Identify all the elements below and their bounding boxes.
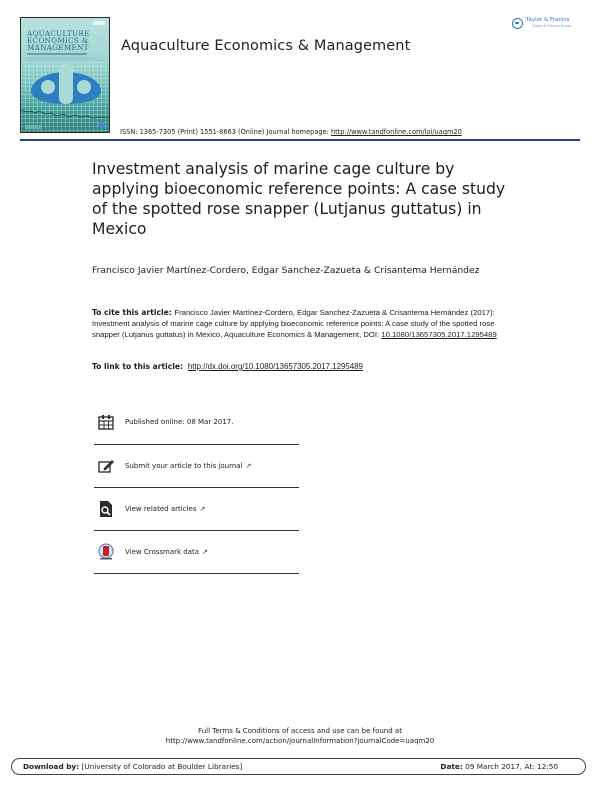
article-title: Investment analysis of marine cage culture by applying bioeconomic reference points: A case study of the spotted rose snapper (Lutjanus guttatus) in Mexico [92,160,506,238]
article-url-link[interactable]: http://dx.doi.org/10.1080/13657305.2017.1295489 [187,362,363,371]
submit-article-link[interactable] [94,445,299,488]
download-info-bar [11,758,586,775]
cover-title-line: ECONOMICS & [27,36,89,45]
submit-article-text: Submit your article to this journal [125,462,243,470]
cover-fish-gill [77,80,91,94]
cover-title-line: MANAGEMENT [27,43,89,52]
related-articles-text: View related articles [125,505,197,513]
issn-line [120,128,462,136]
cover-badge-dot [98,122,105,129]
cover-wave-line [21,108,109,120]
external-link-icon: ↗ [245,462,252,470]
crossmark-link[interactable] [94,531,299,574]
article-meta-list [94,400,299,574]
link-label: To link to this article: [92,362,186,371]
download-label: Download by: [23,762,80,771]
cite-label: To cite this article: [92,308,175,317]
terms-line: Full Terms & Conditions of access and use can be found at [198,727,402,735]
cover-subtitle-bar [27,57,95,60]
terms-url-link[interactable]: http://www.tandfonline.com/action/journalInformation?journalCode=uaqm20 [165,737,435,745]
cover-subtitle-bar [27,53,87,55]
external-link-icon: ↗ [202,548,208,556]
header-divider [20,139,580,141]
terms-notice [100,726,500,746]
published-online-row [94,400,299,445]
cover-fish-gill [41,80,55,94]
published-online-text: Published online: 08 Mar 2017. [125,418,234,426]
document-search-icon [97,500,115,518]
cover-badge [93,21,105,25]
download-value: [University of Colorado at Boulder Libraries] [79,762,243,771]
edit-icon [97,457,115,475]
cover-title [27,30,105,51]
doi-link[interactable]: 10.1080/13657305.2017.1295489 [381,330,497,339]
date-value: 09 March 2017, At: 12:50 [462,762,558,771]
taylor-francis-logo [512,17,571,29]
journal-cover-image [20,17,110,133]
related-articles-link[interactable] [94,488,299,531]
cite-text: Francisco Javier Martínez-Cordero, Edgar Sanchez-Zazueta & Crisantema Hernández (2017): Investment analysis of marine cage culture by applying bioeconomic reference points: A case study of the spotted rose snapper (Lutjanus guttatus) in Mexico, Aquaculture Economics & Management, DOI: [92,308,495,339]
download-date [440,762,558,771]
date-label: Date: [440,762,463,771]
publisher-group: Taylor & Francis Group [532,24,572,28]
citation-block [92,307,522,340]
cover-title-line: AQUACULTURE [27,29,90,38]
taylor-francis-logo-text [526,17,571,29]
taylor-francis-logo-icon [512,18,523,29]
issn-text: ISSN: 1365-7305 (Print) 1551-8663 (Online) Journal homepage: [120,128,331,136]
journal-name: Aquaculture Economics & Management [121,38,411,54]
journal-homepage-link[interactable]: http://www.tandfonline.com/loi/uaqm20 [330,128,462,136]
download-by [23,762,242,771]
article-link-line [92,362,522,371]
external-link-icon: ↗ [199,505,206,513]
crossmark-icon [97,543,115,561]
cover-publisher-logo [25,125,41,129]
crossmark-text: View Crossmark data [125,548,200,556]
publisher-name: Taylor & Francis [526,17,570,23]
calendar-icon [97,413,115,431]
article-authors: Francisco Javier Martínez-Cordero, Edgar Sanchez-Zazueta & Crisantema Hernández [92,265,480,276]
